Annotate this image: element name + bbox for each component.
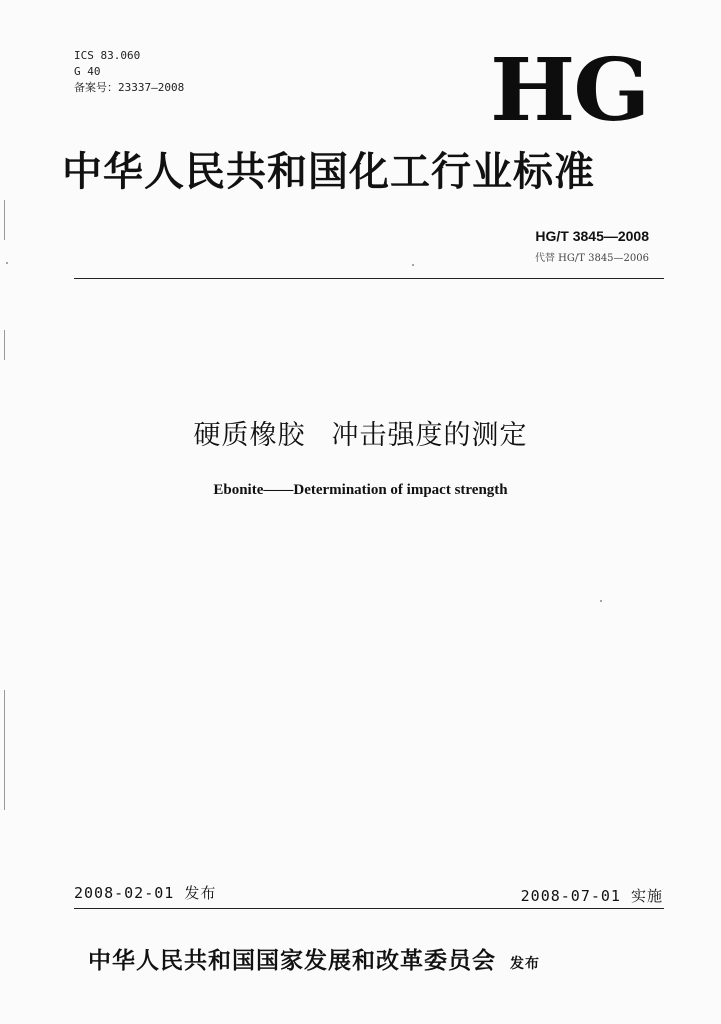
publisher xyxy=(88,942,540,975)
document-title-english: Ebonite——Determination of impact strength xyxy=(213,482,508,498)
hg-logo: HG xyxy=(490,40,649,141)
ics-code: ICS 83.060 xyxy=(74,49,141,62)
publisher-suffix: 发布 xyxy=(510,956,540,972)
scan-artifact xyxy=(4,330,5,360)
scan-dot xyxy=(412,264,414,266)
ccs-code: G 40 xyxy=(74,65,101,78)
filing-number: 备案号：23337—2008 xyxy=(74,81,185,94)
classification-block xyxy=(74,48,184,96)
header-divider xyxy=(74,278,664,279)
standard-number: HG/T 3845—2008 xyxy=(535,228,649,244)
scan-artifact xyxy=(4,690,5,810)
scan-artifact xyxy=(4,200,5,240)
scan-dot xyxy=(600,600,602,602)
publisher-name: 中华人民共和国国家发展和改革委员会 xyxy=(88,947,496,974)
title-part-material: 硬质橡胶 xyxy=(193,420,306,451)
document-title-chinese xyxy=(0,413,721,452)
footer-divider xyxy=(74,908,664,909)
implementation-date: 2008-07-01 实施 xyxy=(520,887,663,905)
replaces-standard: 代替 HG/T 3845—2006 xyxy=(534,253,649,264)
organization-title: 中华人民共和国化工行业标准 xyxy=(62,148,595,195)
scan-dot xyxy=(6,262,8,264)
issue-date: 2008-02-01 发布 xyxy=(74,884,217,902)
title-part-method: 冲击强度的测定 xyxy=(331,420,528,451)
